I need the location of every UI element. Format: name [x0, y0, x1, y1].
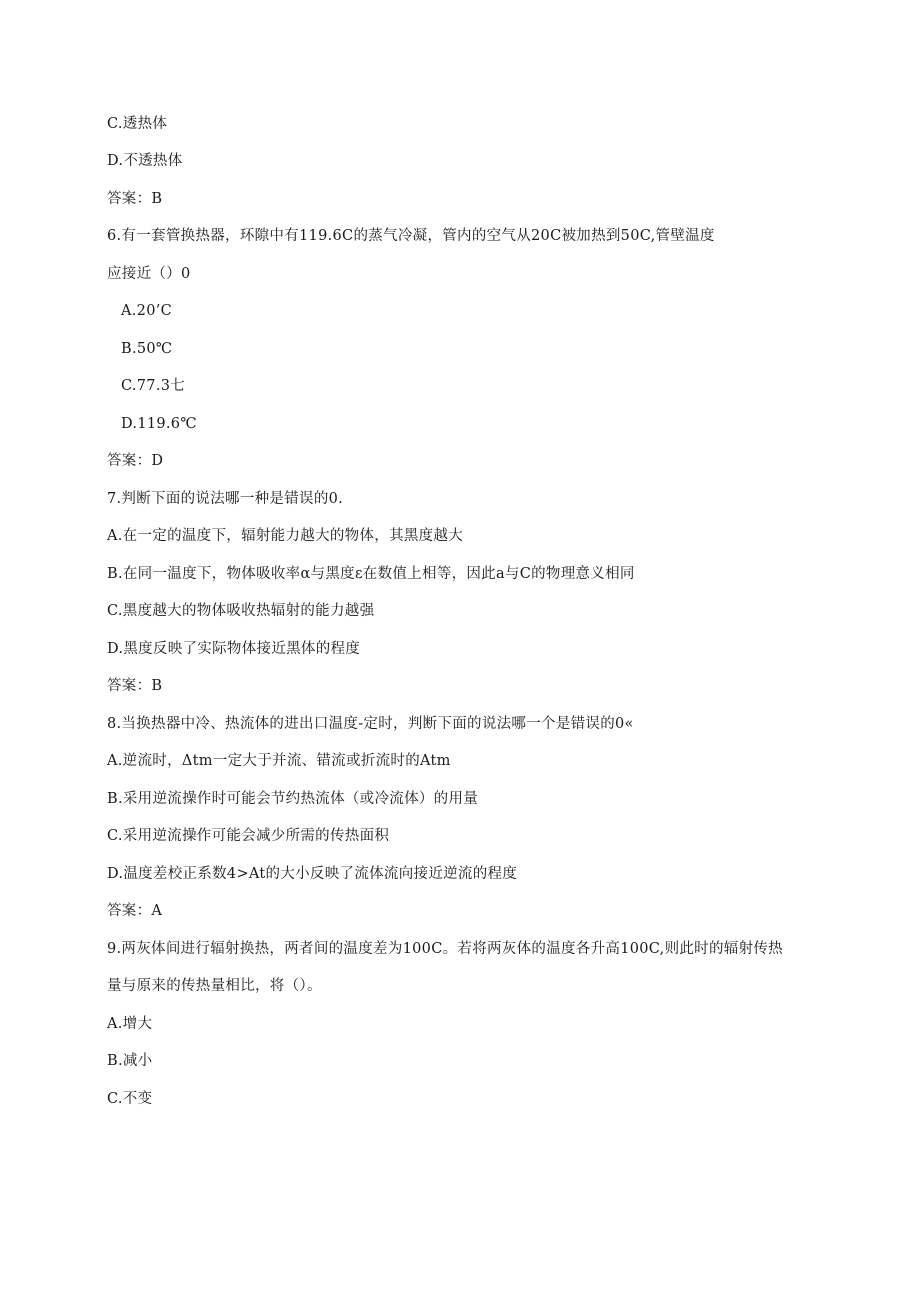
question-6-option-a: A.20’C	[121, 303, 173, 319]
question-7-line: 7.判断下面的说法哪一种是错误的0.	[107, 491, 344, 507]
question-7-option-d: D.黑度反映了实际物体接近黑体的程度	[107, 641, 361, 657]
question-6-option-b: B.50℃	[121, 341, 173, 357]
question-9-line-2: 量与原来的传热量相比，将（）。	[107, 978, 322, 994]
question-9-option-a: A.增大	[107, 1016, 153, 1032]
question-9-option-b: B.减小	[107, 1053, 153, 1069]
question-7-option-c: C.黑度越大的物体吸收热辐射的能力越强	[107, 603, 375, 619]
question-7-option-a: A.在一定的温度下，辐射能力越大的物体，其黑度越大	[107, 528, 464, 544]
option-d-line: D.不透热体	[107, 153, 183, 169]
question-7-answer: 答案：B	[107, 678, 163, 694]
question-6-option-d: D.119.6℃	[121, 416, 197, 432]
question-6-line-2: 应接近（）0	[107, 266, 191, 282]
answer-line: 答案：B	[107, 191, 163, 207]
option-c-line: C.透热体	[107, 116, 168, 132]
question-8-line: 8.当换热器中冷、热流体的进出口温度-定时，判断下面的说法哪一个是错误的0«	[107, 716, 634, 732]
question-8-option-b: B.采用逆流操作时可能会节约热流体（或冷流体）的用量	[107, 791, 479, 807]
question-6-line-1: 6.有一套管换热器，环隙中有119.6C的蒸气冷凝，管内的空气从20C被加热到50C,管壁温度	[107, 228, 715, 244]
question-9-line-1: 9.两灰体间进行辐射换热，两者间的温度差为100C。若将两灰体的温度各升高100C,则此时的辐射传热	[107, 941, 783, 957]
question-7-option-b: B.在同一温度下，物体吸收率α与黑度ε在数值上相等，因此a与C的物理意义相同	[107, 566, 635, 582]
question-9-option-c: C.不变	[107, 1091, 153, 1107]
question-6-option-c: C.77.3七	[121, 378, 186, 394]
question-8-option-a: A.逆流时，Δtm一定大于并流、错流或折流时的Atm	[107, 753, 451, 769]
question-8-option-c: C.采用逆流操作可能会减少所需的传热面积	[107, 828, 390, 844]
question-6-answer: 答案：D	[107, 453, 164, 469]
question-8-answer: 答案：A	[107, 903, 163, 919]
question-8-option-d: D.温度差校正系数4>At的大小反映了流体流向接近逆流的程度	[107, 866, 518, 882]
